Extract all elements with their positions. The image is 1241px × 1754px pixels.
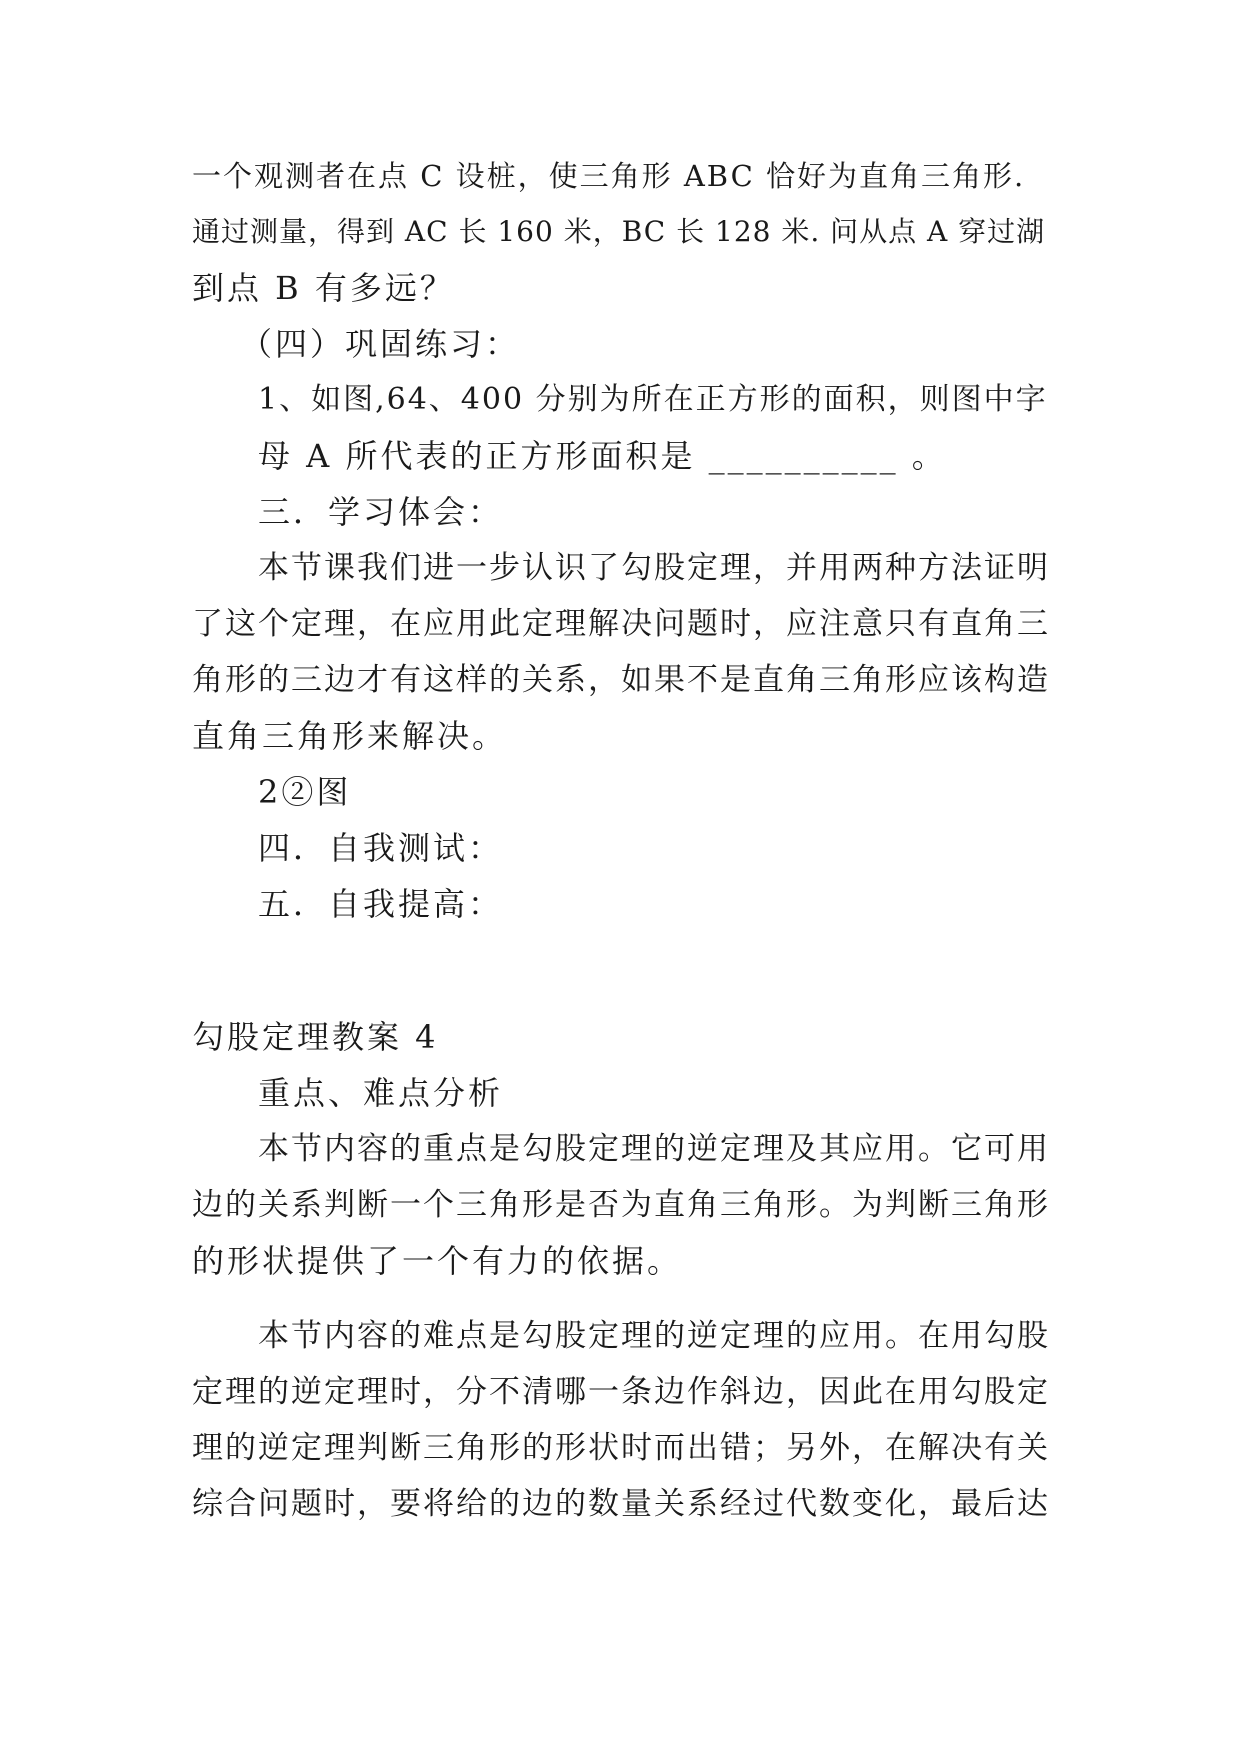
analysis-heading: 重点、难点分析 [258, 1074, 504, 1112]
difficulty-text-line: 理的逆定理判断三角形的形状时而出错；另外，在解决有关 [192, 1430, 1050, 1466]
reflection-text-line: 直角三角形来解决。 [192, 717, 508, 755]
exercise-1-line: 1、如图,64、400 分别为所在正方形的面积，则图中字 [258, 382, 1048, 417]
figure-reference: 2②图 [258, 773, 352, 811]
key-point-text-line: 边的关系判断一个三角形是否为直角三角形。为判断三角形 [192, 1187, 1050, 1223]
difficulty-text-line: 定理的逆定理时，分不清哪一条边作斜边，因此在用勾股定 [192, 1374, 1050, 1410]
self-improve-heading: 五．自我提高： [258, 885, 504, 923]
difficulty-text-line: 综合问题时，要将给的边的数量关系经过代数变化，最后达 [192, 1486, 1050, 1522]
reflection-text-line: 了这个定理，在应用此定理解决问题时，应注意只有直角三 [192, 606, 1050, 642]
lesson-title: 勾股定理教案 4 [192, 1018, 439, 1056]
reflection-text-line: 本节课我们进一步认识了勾股定理，并用两种方法证明 [258, 550, 1050, 586]
self-test-heading: 四．自我测试： [258, 829, 504, 867]
problem-text-line: 到点 B 有多远？ [192, 269, 455, 307]
reflection-text-line: 角形的三边才有这样的关系，如果不是直角三角形应该构造 [192, 662, 1050, 698]
reflection-heading: 三．学习体会： [258, 493, 504, 531]
problem-text-line: 通过测量，得到 AC 长 160 米，BC 长 128 米. 问从点 A 穿过湖 [192, 215, 1046, 248]
key-point-text-line: 的形状提供了一个有力的依据。 [192, 1242, 683, 1280]
practice-heading: （四）巩固练习： [240, 325, 521, 363]
key-point-text-line: 本节内容的重点是勾股定理的逆定理及其应用。它可用 [258, 1131, 1050, 1167]
problem-text-line: 一个观测者在点 C 设桩，使三角形 ABC 恰好为直角三角形. [192, 159, 1026, 193]
exercise-1-line: 母 A 所代表的正方形面积是 __________ 。 [258, 437, 947, 475]
difficulty-text-line: 本节内容的难点是勾股定理的逆定理的应用。在用勾股 [258, 1318, 1050, 1354]
